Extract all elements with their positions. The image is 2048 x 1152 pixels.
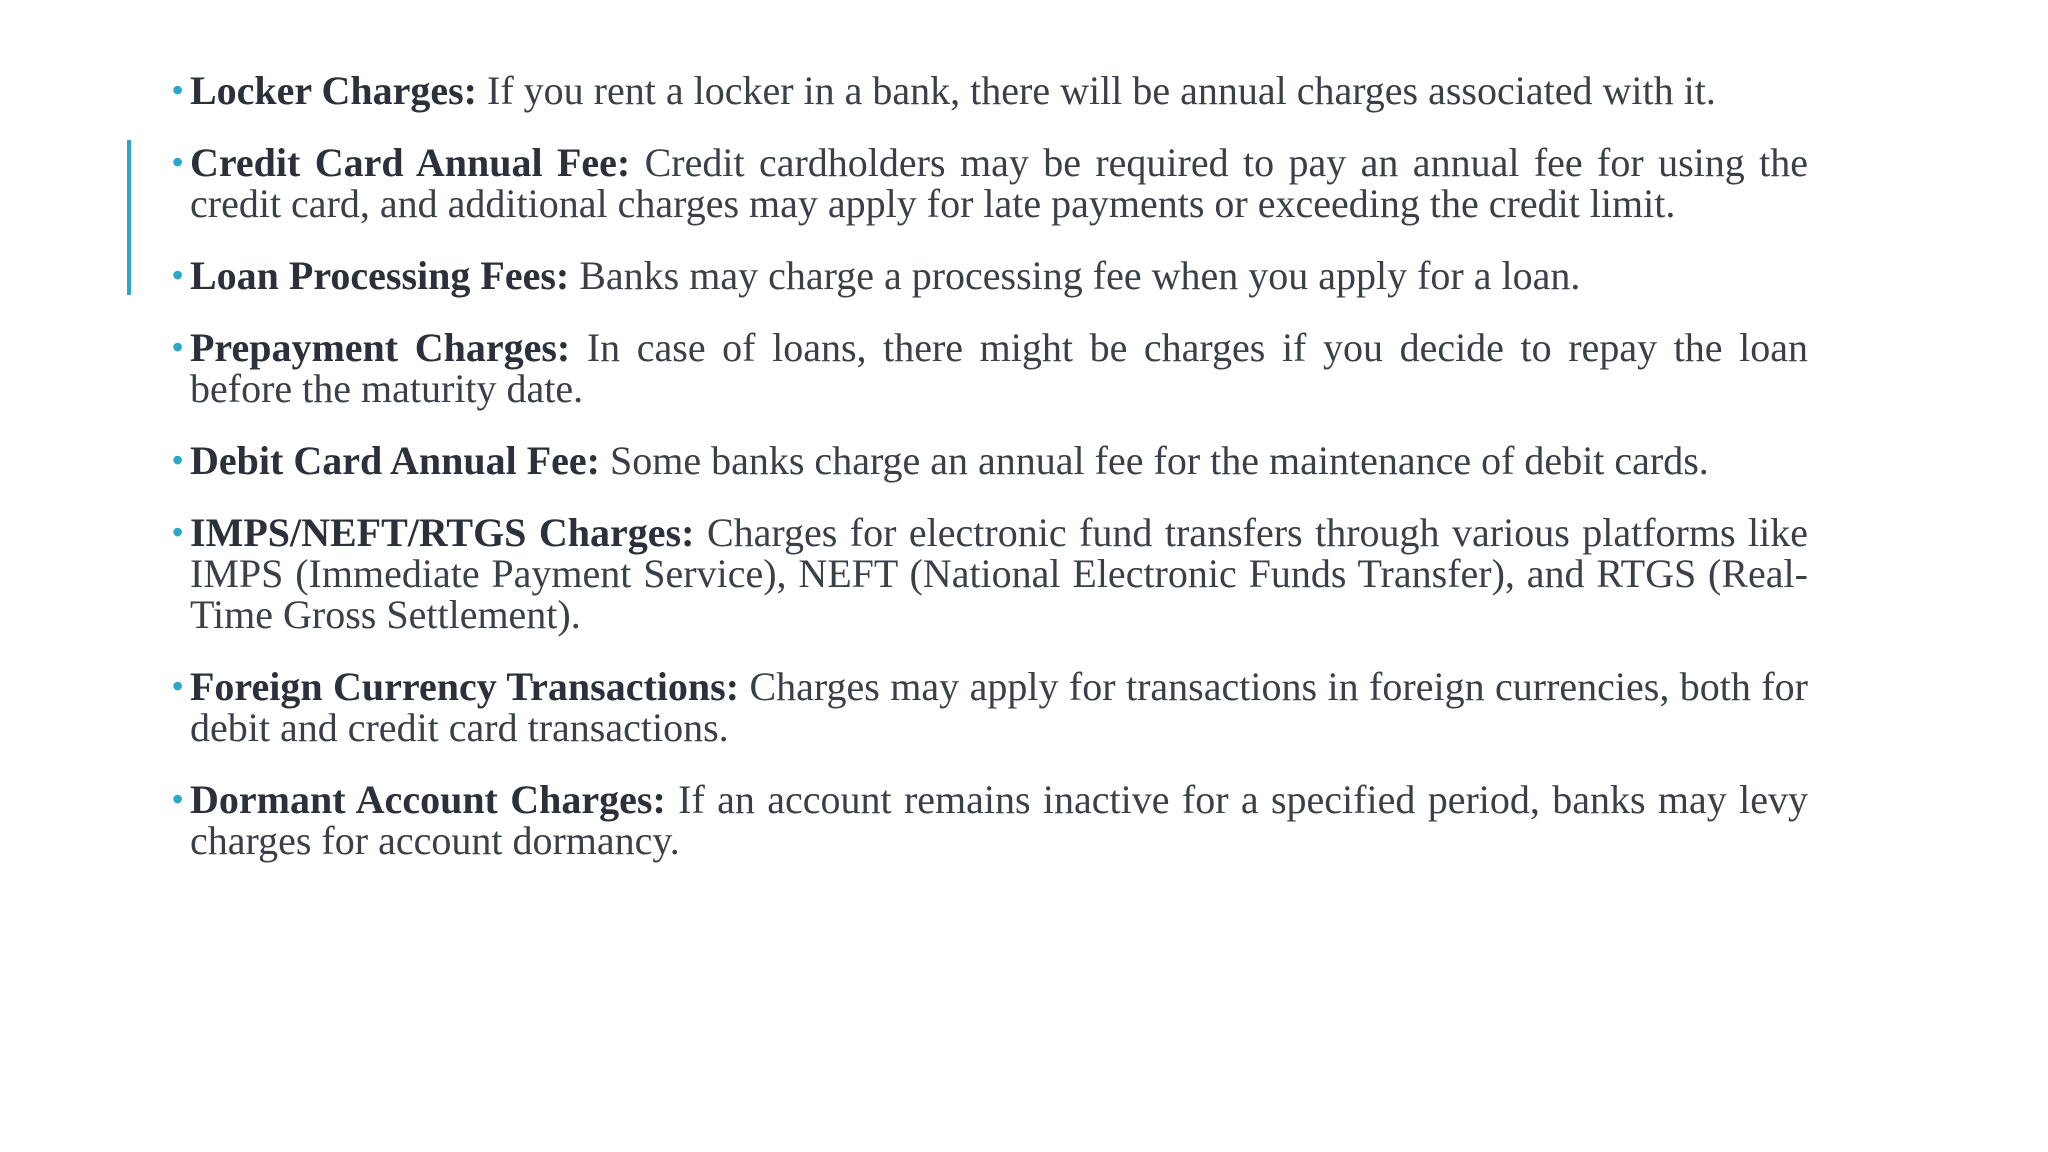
bullet-dot-icon: •	[172, 668, 184, 704]
bullet-term: Credit Card Annual Fee:	[190, 140, 631, 185]
bullet-item-foreign-currency-transactions	[172, 666, 1808, 748]
bullet-term: Locker Charges:	[190, 68, 477, 113]
bullet-term: Foreign Currency Transactions:	[190, 664, 740, 709]
bullet-term: IMPS/NEFT/RTGS Charges:	[190, 510, 695, 555]
bullet-dot-icon: •	[172, 72, 184, 108]
bullet-term: Debit Card Annual Fee:	[190, 438, 600, 483]
bullet-text: Charges may apply for transactions in foreign currencies, both for debit and credit card transactions.	[190, 664, 1809, 750]
bullet-dot-icon: •	[172, 781, 184, 817]
bullet-text: Banks may charge a processing fee when you apply for a loan.	[569, 253, 1581, 298]
bullet-item-loan-processing-fees	[172, 255, 1808, 296]
bullet-item-locker-charges	[172, 70, 1808, 111]
bullet-dot-icon: •	[172, 442, 184, 478]
bullet-dot-icon: •	[172, 144, 184, 180]
bullet-term: Dormant Account Charges:	[190, 777, 666, 822]
bullet-list	[172, 70, 1808, 892]
bullet-term: Loan Processing Fees:	[190, 253, 570, 298]
bullet-text: Some banks charge an annual fee for the maintenance of debit cards.	[600, 438, 1709, 483]
bullet-dot-icon: •	[172, 329, 184, 365]
bullet-dot-icon: •	[172, 257, 184, 293]
bullet-dot-icon: •	[172, 514, 184, 550]
bullet-text: Charges for electronic fund transfers through various platforms like IMPS (Immediate Payment Service), NEFT (National Electronic Funds Transfer), and RTGS (Real-Time Gross Settlement).	[190, 510, 1809, 637]
bullet-text: Credit cardholders may be required to pay an annual fee for using the credit card, and additional charges may apply for late payments or exceeding the credit limit.	[190, 140, 1809, 226]
bullet-item-debit-card-annual-fee	[172, 440, 1808, 481]
bullet-text: If an account remains inactive for a specified period, banks may levy charges for account dormancy.	[190, 777, 1808, 863]
bullet-item-imps-neft-rtgs-charges	[172, 512, 1808, 635]
bullet-text: If you rent a locker in a bank, there will be annual charges associated with it.	[477, 68, 1716, 113]
bullet-item-credit-card-annual-fee	[172, 142, 1808, 224]
bullet-text: In case of loans, there might be charges if you decide to repay the loan before the maturity date.	[190, 325, 1808, 411]
bullet-item-dormant-account-charges	[172, 779, 1808, 861]
bullet-item-prepayment-charges	[172, 327, 1808, 409]
accent-bar	[127, 140, 131, 295]
bullet-term: Prepayment Charges:	[190, 325, 571, 370]
